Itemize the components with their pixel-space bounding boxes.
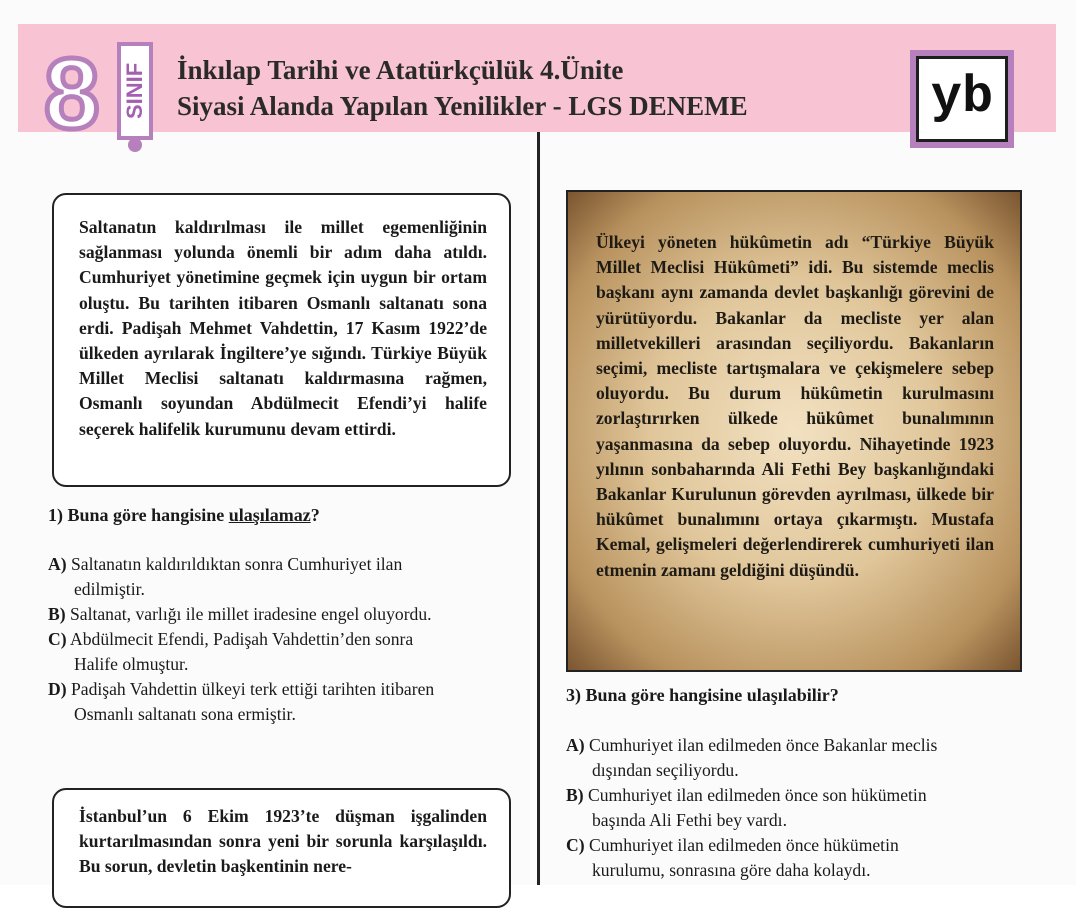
title-block (177, 52, 877, 124)
option-text: Abdülmecit Efendi, Padişah Vahdettin’den sonra (70, 629, 414, 649)
title-line-2: Siyasi Alanda Yapılan Yenilikler - LGS DENEME (177, 91, 748, 121)
option-text: Cumhuriyet ilan edilmeden önce Bakanlar meclis (588, 735, 938, 755)
option-1a[interactable] (48, 552, 518, 602)
parchment-passage-text: Ülkeyi yöneten hükûmetin adı “Türkiye Büyük Millet Meclisi Hükûmeti” idi. Bu sistemde meclis başkanı aynı zamanda devlet başkanlığı görevini de yürütüyordu. Bakanlar da mecliste yer alan milletvekilleri arasından seçiliyordu. Bakanların seçimi, mecliste tartışmalara ve çekişmelere sebep oluyordu. Bu durum hükûmetin kurulmasını zorlaştırırken ülkede hükûmet bunalımının yaşanmasına da sebep oluyordu. Nihayetinde 1923 yılının sonbaharında Ali Fethi Bey başkanlığındaki Bakanlar Kurulunun görevden ayrılması, ülkede bir hükûmet bunalımını ortaya çıkarmıştı. Mustafa Kemal, gelişmeleri değerlendirerek cumhuriyeti ilan etmenin zamanı geldiğini düşündü. (596, 232, 994, 580)
option-1d[interactable] (48, 677, 518, 727)
option-text-cont: Halife olmuştur. (74, 654, 189, 674)
option-text-cont: başında Ali Fethi bey vardı. (592, 810, 787, 830)
option-3b[interactable] (566, 783, 1036, 833)
question-3: 3) Buna göre hangisine ulaşılabilir? (566, 685, 839, 705)
question-1-suffix: ? (310, 505, 320, 525)
grade-word: SINIF (122, 62, 147, 120)
option-text: Cumhuriyet ilan edilmeden önce son hükümetin (588, 785, 927, 805)
option-text: Padişah Vahdettin ülkeyi terk ettiği tarihten itibaren (70, 679, 435, 699)
option-text: Cumhuriyet ilan edilmeden önce hükümetin (588, 835, 899, 855)
option-text: Saltanat, varlığı ile millet iradesine engel oluyordu. (70, 604, 432, 624)
option-text-cont: edilmiştir. (74, 579, 145, 599)
grade-badge (117, 42, 153, 140)
passage-box-2 (52, 788, 511, 908)
question-1-options (48, 552, 518, 727)
option-3c[interactable] (566, 833, 1036, 883)
passage-box-1 (52, 193, 511, 487)
passage-1-text: Saltanatın kaldırılması ile millet egemenliğinin sağlanması yolunda önemli bir adım daha atıldı. Cumhuriyet yönetimine geçmek için uygun bir ortam oluştu. Bu tarihten itibaren Osmanlı saltanatı sona erdi. Padişah Mehmet Vahdettin, 17 Kasım 1922’de ülkeden ayrılarak İngiltere’ye sığındı. Türkiye Büyük Millet Meclisi saltanatı kaldırmasına rağmen, Osmanlı soyundan Abdülmecit Efendi’yi halife seçerek halifelik kurumunu devam ettirdi. (79, 217, 487, 439)
option-letter: B) (48, 604, 66, 624)
question-1 (48, 503, 320, 527)
option-text-cont: kurulumu, sonrasına göre daha kolaydı. (592, 860, 871, 880)
parchment-passage-box (566, 190, 1022, 672)
option-letter: A) (48, 554, 67, 574)
question-1-prefix: 1) Buna göre hangisine (48, 505, 229, 525)
column-divider (537, 132, 540, 885)
question-1-emphasis: ulaşılamaz (228, 505, 311, 525)
option-text-cont: Osmanlı saltanatı sona ermiştir. (74, 704, 296, 724)
option-3a[interactable] (566, 733, 1036, 783)
title-line-1: İnkılap Tarihi ve Atatürkçülük 4.Ünite (177, 55, 624, 85)
option-text: Saltanatın kaldırıldıktan sonra Cumhuriyet ilan (70, 554, 403, 574)
option-letter: B) (566, 785, 584, 805)
question-3-options (566, 733, 1036, 883)
option-1b[interactable] (48, 602, 518, 627)
grade-dot-icon (128, 138, 142, 152)
publisher-logo (910, 50, 1014, 148)
option-text-cont: dışından seçiliyordu. (592, 760, 739, 780)
logo-text: yb (916, 56, 1008, 142)
passage-2-text: İstanbul’un 6 Ekim 1923’te düşman işgalinden kurtarılmasından sonra yeni bir sorunla karşılaşıldı. Bu sorun, devletin başkentinin nere- (79, 806, 487, 877)
option-letter: C) (566, 835, 585, 855)
grade-number: 8 (44, 38, 100, 150)
option-1c[interactable] (48, 627, 518, 677)
option-letter: C) (48, 629, 67, 649)
option-letter: A) (566, 735, 585, 755)
option-letter: D) (48, 679, 67, 699)
